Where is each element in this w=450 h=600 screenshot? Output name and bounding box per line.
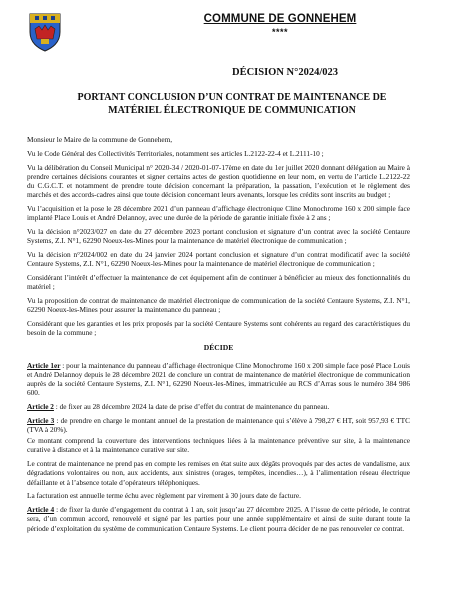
considerant-clause: Considérant l’intérêt d’effectuer la maintenance de cet équipement afin de continuer à bénéficier au mieux des fonctionnalités du matériel ; xyxy=(27,273,410,292)
decision-number: DÉCISION N°2024/023 xyxy=(231,67,338,78)
article-text: : pour la maintenance du panneau d’affichage électronique Cline Monochrome 160 x 200 simple face posé Place Louis et André Delannoy depuis le 28 décembre 2021 de conclure un contrat de maintenance de matériel électronique de communication auprès de la société Centaure Systems, Z.I. N°1, 62290 Noeux-les-Mines, immatriculée au RCS d’Arras sous le numéro 384 986 600. xyxy=(27,360,410,398)
article-label: Article 1er xyxy=(27,360,61,370)
vu-clause: Vu le Code Général des Collectivités Territoriales, notamment ses articles L.2122-22-4 et L.2111-10 ; xyxy=(27,148,324,158)
article-text: : de fixer au 28 décembre 2024 la date de prise d’effet du contrat de maintenance du panneau. xyxy=(53,402,330,412)
article-label: Article 4 xyxy=(27,505,55,515)
document-body xyxy=(27,135,410,537)
article-4 xyxy=(27,505,410,533)
article-label: Article 2 xyxy=(27,402,54,412)
decision-subject: PORTANT CONCLUSION D’UN CONTRAT DE MAINTENANCE DE MATÉRIEL ÉLECTRONIQUE DE COMMUNICATION xyxy=(77,92,387,116)
vu-clause: Vu la décision n°2024/002 en date du 24 janvier 2024 portant conclusion et signature d’un contrat modificatif avec la société Centaure Systems, Z.I. N°1, 62290 Noeux-les-Mines pour la maintenance de matériel électronique de communication ; xyxy=(27,250,410,269)
header-stars: **** xyxy=(271,27,288,37)
article-text: : de fixer la durée d’engagement du contrat à 1 an, soit jusqu’au 27 décembre 2025. A l’issue de cette période, le contrat sera, d’un commun accord, renouvelé et signé par les parties pour une année supplémentaire et ainsi de suite durant toute la période d’exploitation du système de communication Centaure Systems. Le client pourra décider de ne pas renouveler ce contrat. xyxy=(27,505,410,533)
vu-clause: Vu la délibération du Conseil Municipal n° 2020-34 / 2020-01-07-17ème en date du 1er juillet 2020 donnant délégation au Maire à prendre certaines décisions courantes et signer certains actes de gestion quotidienne en leur nom, en vertu de l’article L.2122-22 du C.G.C.T. et notamment de prendre toute décision concernant la préparation, la passation, l’exécution et le règlement des marchés et des accords-cadres ainsi que toute décision concernant leurs avenants, lorsque les crédits sont inscrits au budget ; xyxy=(27,162,410,200)
article-3 xyxy=(27,416,410,434)
decide-heading: DÉCIDE xyxy=(203,343,234,353)
vu-clause: Vu l’acquisition et la pose le 28 décembre 2021 d’un panneau d’affichage électronique Cline Monochrome 160 x 200 simple face implanté Place Louis et André Delannoy, avec une durée de la période de garantie initiale fixée à 2 ans ; xyxy=(27,204,410,223)
commune-name: COMMUNE DE GONNEHEM xyxy=(203,13,357,25)
article-label: Article 3 xyxy=(27,415,55,425)
article-2 xyxy=(27,402,410,411)
vu-clause: Vu la proposition de contrat de maintenance de matériel électronique de communication de la société Centaure Systems, Z.I. N°1, 62290 Noeux-les-Mines pour assurer la maintenance du panneau ; xyxy=(27,296,410,315)
article-1 xyxy=(27,361,410,398)
article-text: : de prendre en charge le montant annuel de la prestation de maintenance qui s’élève à 798,27 € HT, soit 957,93 € TTC (TVA à 20%). xyxy=(27,415,410,435)
article-paragraph: Le contrat de maintenance ne prend pas en compte les remises en état suite aux dégâts provoqués par des actes de vandalisme, aux dégradations volontaires ou non, aux accidents, aux sinistres (orages, tempêtes, incendies…), à l’alimentation réseau électrique défaillante et à l’absence totale d’opérateurs téléphoniques. xyxy=(27,459,410,487)
article-paragraph: La facturation est annuelle terme échu avec règlement par virement à 30 jours date de facture. xyxy=(27,491,301,501)
considerant-clause: Considérant que les garanties et les prix proposés par la société Centaure Systems sont cohérents au regard des caractéristiques du besoin de la commune ; xyxy=(27,319,410,338)
article-paragraph: Ce montant comprend la couverture des interventions techniques liées à la maintenance préventive sur site, à la maintenance curative à distance et à la maintenance curative sur site. xyxy=(27,436,410,455)
vu-clause: Vu la décision n°2023/027 en date du 27 décembre 2023 portant conclusion et signature d’un contrat avec la société Centaure Systems, Z.I. N°1, 62290 Noeux-les-Mines pour la maintenance de matériel électronique de communication ; xyxy=(27,227,410,246)
intro-line: Monsieur le Maire de la commune de Gonnehem, xyxy=(27,135,173,144)
municipal-coat-of-arms-icon xyxy=(27,12,63,52)
